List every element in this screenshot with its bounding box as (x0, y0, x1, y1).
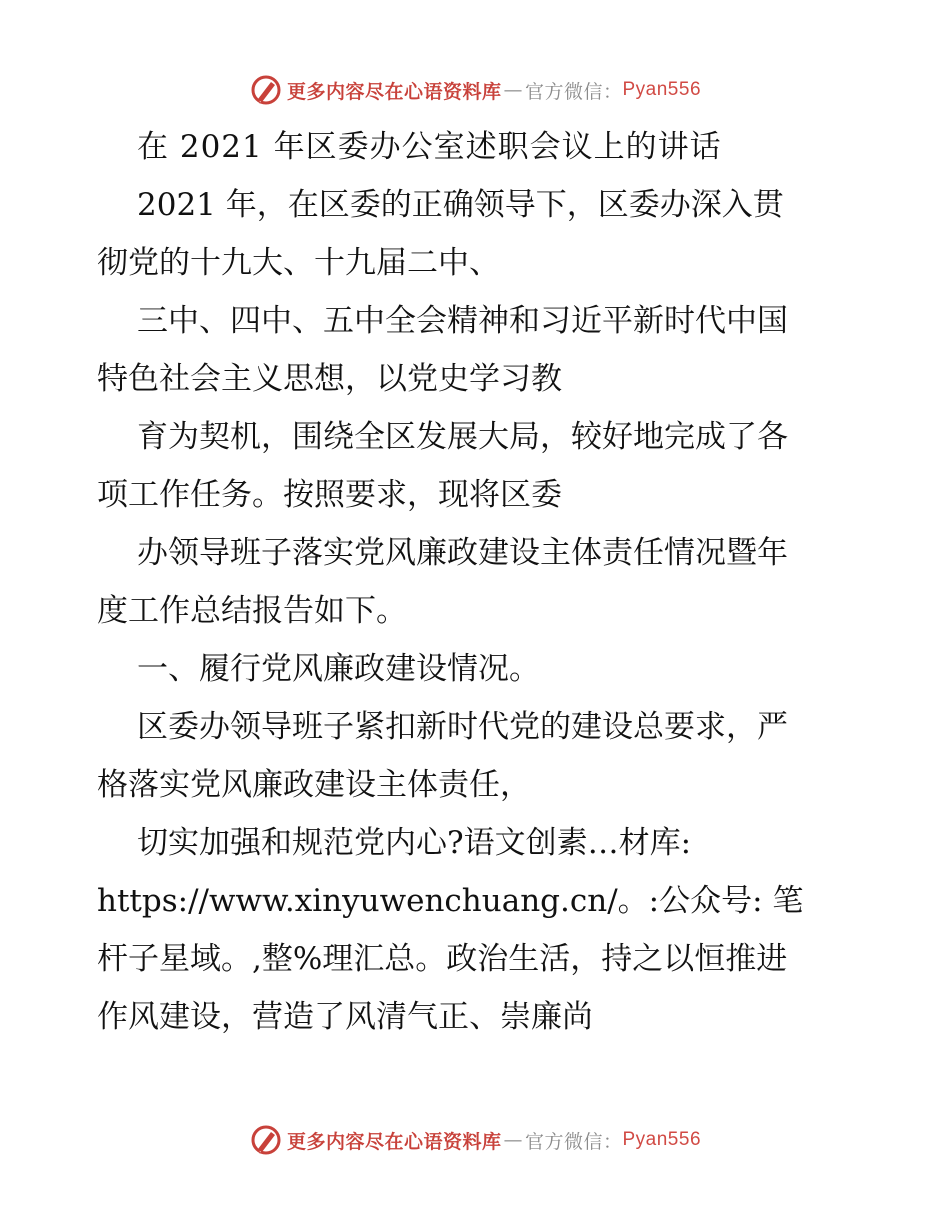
paragraph-line: 彻党的十九大、十九届二中、 (97, 245, 500, 281)
paragraph-line: 育为契机，围绕全区发展大局，较好地完成了各 (137, 419, 788, 455)
paragraph-line: 特色社会主义思想，以党史学习教 (97, 361, 562, 397)
document-body (97, 118, 857, 1046)
banner-slogan: 更多内容尽在心语资料库 (286, 1130, 502, 1153)
paragraph-line: 格落实党风廉政建设主体责任， (97, 767, 531, 803)
paragraph-line: 三中、四中、五中全会精神和习近平新时代中国 (137, 303, 788, 339)
banner-separator: — (503, 1129, 523, 1151)
paragraph-line: https://www.xinyuwenchuang.cn/。:公众号: 笔 (97, 883, 804, 919)
document-title: 在 2021 年区委办公室述职会议上的讲话 (137, 129, 722, 165)
footer-banner (0, 1120, 950, 1160)
paragraph-line: 项工作任务。按照要求，现将区委 (97, 477, 562, 513)
pen-circle-icon (249, 1123, 283, 1157)
banner-wechat-id: Pyan556 (622, 1129, 702, 1150)
paragraph-line: 区委办领导班子紧扣新时代党的建设总要求，严 (137, 709, 788, 745)
banner-separator: — (503, 79, 523, 101)
paragraph-line: 2021 年，在区委的正确领导下，区委办深入贯 (137, 187, 784, 223)
banner-wechat-id: Pyan556 (622, 79, 702, 100)
pen-circle-icon (249, 73, 283, 107)
paragraph-line: 杆子星域。,整%理汇总。政治生活，持之以恒推进 (97, 941, 788, 977)
banner-wechat-label: 官方微信： (524, 80, 623, 103)
paragraph-line: 作风建设，营造了风清气正、崇廉尚 (97, 999, 593, 1035)
header-banner (0, 70, 950, 110)
banner-slogan: 更多内容尽在心语资料库 (286, 80, 502, 103)
paragraph-line: 办领导班子落实党风廉政建设主体责任情况暨年 (137, 535, 788, 571)
banner-wechat-label: 官方微信： (524, 1130, 623, 1153)
section-heading: 一、履行党风廉政建设情况。 (137, 651, 540, 687)
paragraph-line: 切实加强和规范党内心?语文创素…材库: (137, 825, 692, 861)
paragraph-line: 度工作总结报告如下。 (97, 593, 407, 629)
